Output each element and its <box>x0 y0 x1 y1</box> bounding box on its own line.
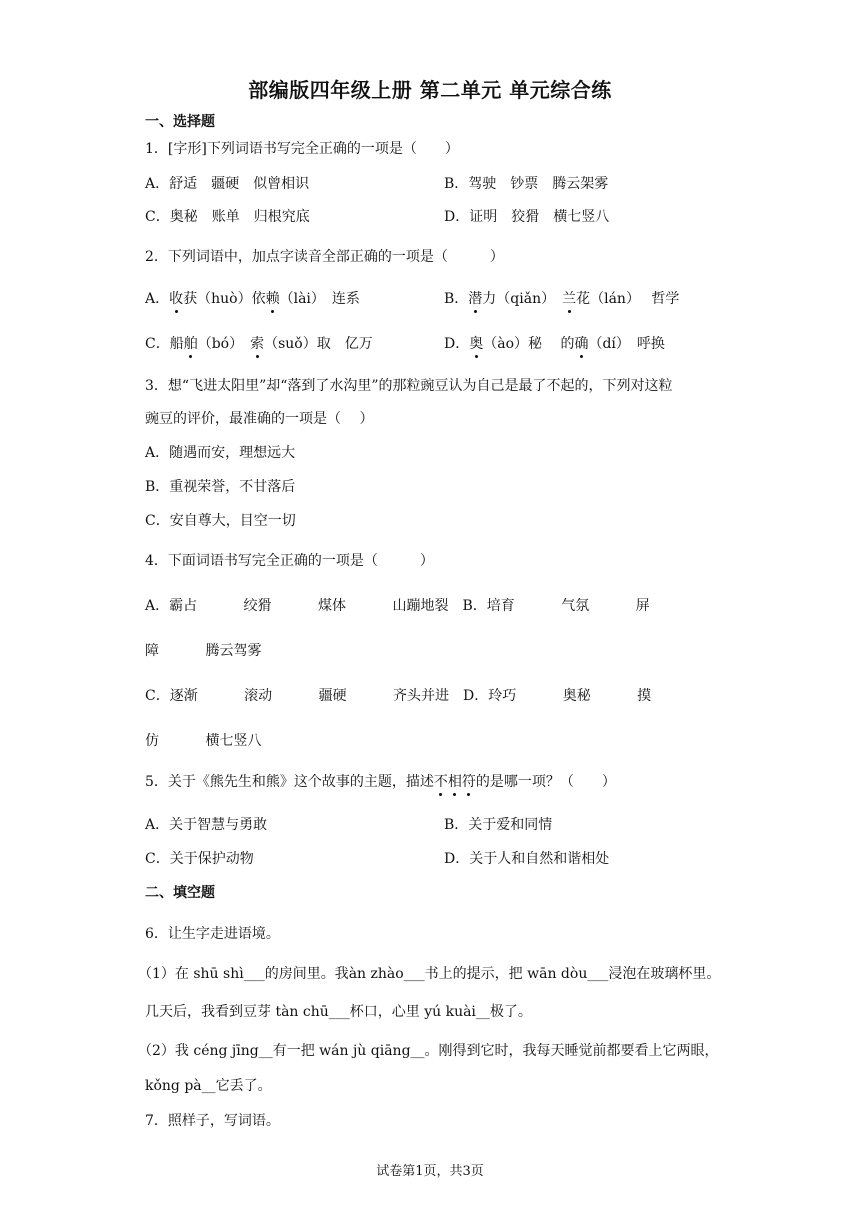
question-4-stem: 4．下面词语书写完全正确的一项是（ ） <box>145 553 434 569</box>
option-text: 花（lán） 哲学 <box>576 291 680 307</box>
question-2-option-d <box>444 334 665 354</box>
question-6-stem: 6．让生字走进语境。 <box>145 926 280 942</box>
stem-text: 5．关于《熊先生和熊》这个故事的主题，描述 <box>145 774 434 790</box>
question-4-options-row4: 仿 横七竖八 <box>145 733 262 749</box>
question-4-options-row1: A．霸占 绞猾 煤体 山蹦地裂 B．培育 气氛 屏 <box>145 598 650 614</box>
question-1-stem: 1．[字形]下列词语书写完全正确的一项是（ ） <box>145 141 459 157</box>
dotted-char: 兰 <box>562 291 577 307</box>
section-heading-fill-blank: 二、填空题 <box>145 885 215 901</box>
dotted-char: 舶 <box>183 336 198 352</box>
question-2-stem: 2．下列词语中，加点字读音全部正确的一项是（ ） <box>145 249 504 265</box>
option-text: 获（huò）依 <box>183 291 266 307</box>
question-5-option-a: A．关于智慧与勇敢 <box>145 817 268 833</box>
question-2-option-a <box>145 289 360 309</box>
option-text: （suǒ）取 亿万 <box>264 336 373 352</box>
question-1-option-a: A．舒适 疆硬 似曾相识 <box>145 176 310 192</box>
page-title: 部编版四年级上册 第二单元 单元综合练 <box>248 78 612 102</box>
option-label: D． <box>444 336 470 352</box>
question-3-stem-line1: 3．想“飞进太阳里”却“落到了水沟里”的那粒豌豆认为自己是最了不起的，下列对这粒 <box>145 378 673 394</box>
question-6-part1-line1: （1）在 shū shì___的房间里。我àn zhào___书上的提示，把 wān dòu___浸泡在玻璃杯里。 <box>138 966 721 982</box>
dotted-char: 相 <box>447 774 462 790</box>
dotted-char: 潜 <box>468 291 483 307</box>
dotted-char: 确 <box>574 336 589 352</box>
question-5-option-b: B．关于爱和同情 <box>444 817 553 833</box>
question-5-option-d: D．关于人和自然和谐相处 <box>444 851 610 867</box>
dotted-char: 不 <box>433 774 448 790</box>
question-3-option-c: C．安自尊大，目空一切 <box>145 513 296 529</box>
question-3-option-a: A．随遇而安，理想远大 <box>145 445 296 461</box>
dotted-char: 符 <box>461 774 476 790</box>
dotted-char: 索 <box>250 336 265 352</box>
question-6-part1-line2: 几天后，我看到豆芽 tàn chū___杯口，心里 yú kuài__极了。 <box>145 1004 532 1020</box>
option-text: （lài） 连系 <box>279 291 360 307</box>
question-1-option-d: D．证明 狡猾 横七竖八 <box>444 209 610 225</box>
question-5-option-c: C．关于保护动物 <box>145 851 254 867</box>
stem-text: 的是哪一项？（ ） <box>475 774 616 790</box>
question-5-stem <box>145 772 616 792</box>
page-footer: 试卷第1页，共3页 <box>376 1164 484 1179</box>
option-text: 力（qiǎn） <box>482 291 563 307</box>
dotted-char: 赖 <box>265 291 280 307</box>
question-6-part2-line2: kǒng pà__它丢了。 <box>145 1078 272 1094</box>
option-label: A． <box>145 291 170 307</box>
dotted-char: 收 <box>169 291 184 307</box>
question-1-option-c: C．奥秘 账单 归根究底 <box>145 209 310 225</box>
question-7-stem: 7．照样子，写词语。 <box>145 1113 280 1129</box>
question-1-option-b: B．驾驶 钞票 腾云架雾 <box>444 176 609 192</box>
option-label: C．船 <box>145 336 184 352</box>
option-text: （bó） <box>197 336 251 352</box>
option-text: （dí） 呼换 <box>588 336 665 352</box>
question-2-option-b <box>444 289 679 309</box>
question-3-option-b: B．重视荣誉，不甘落后 <box>145 479 296 495</box>
question-6-part2-line1: （2）我 céng jīng__有一把 wán jù qiāng__。刚得到它时，我每天睡觉前都要看上它两眼， <box>138 1043 719 1059</box>
dotted-char: 奥 <box>469 336 484 352</box>
option-text: （ào）秘 的 <box>483 336 575 352</box>
question-3-stem-line2: 豌豆的评价，最准确的一项是（ ） <box>145 411 374 427</box>
section-heading-choice: 一、选择题 <box>145 114 215 130</box>
question-4-options-row3: C．逐渐 滚动 疆硬 齐头并进 D．玲巧 奥秘 摸 <box>145 688 652 704</box>
question-4-options-row2: 障 腾云驾雾 <box>145 643 262 659</box>
option-label: B． <box>444 291 469 307</box>
question-2-option-c <box>145 334 373 354</box>
